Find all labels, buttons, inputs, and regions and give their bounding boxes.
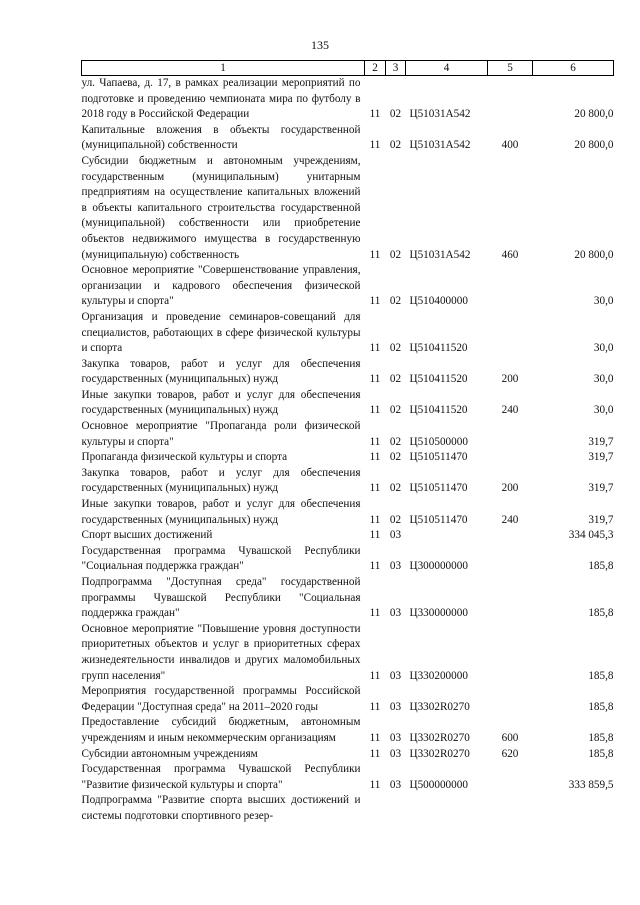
row-subsection: 02 [389, 435, 402, 448]
row-target-article [406, 793, 488, 824]
row-section: 11 [369, 451, 381, 464]
column-header: 5 [488, 61, 533, 76]
row-name: ул. Чапаева, д. 17, в рамках реализации мероприятий по подготовке и проведению чемпионата мира по футболу в 2018 году в Российской Федерации [81, 77, 361, 121]
column-header: 2 [365, 61, 386, 76]
row-name: Подпрограмма "Доступная среда" государственной программы Чувашской Республики "Социальная поддержка граждан" [81, 576, 361, 620]
row-subsection: 02 [389, 139, 402, 152]
table-row [82, 622, 614, 684]
row-amount: 30,0 [593, 373, 614, 386]
row-section: 11 [369, 529, 381, 542]
row-target-article: Ц510411520 [409, 373, 468, 386]
row-amount: 319,7 [588, 451, 614, 464]
row-section: 11 [369, 435, 381, 448]
table-row [82, 123, 614, 154]
row-amount: 30,0 [593, 295, 614, 308]
row-name: Пропаганда физической культуры и спорта [81, 451, 288, 464]
row-subsection: 02 [389, 342, 402, 355]
row-name: Субсидии автономным учреждениям [81, 747, 258, 760]
row-expense-type [488, 263, 533, 310]
row-section: 11 [369, 731, 381, 744]
row-section: 11 [369, 607, 381, 620]
row-expense-type: 620 [501, 747, 519, 760]
row-amount: 185,8 [588, 747, 614, 760]
row-expense-type [488, 528, 533, 544]
table-row [82, 466, 614, 497]
row-section: 11 [369, 404, 381, 417]
row-subsection: 03 [389, 560, 402, 573]
table-row [82, 747, 614, 763]
table-row [82, 450, 614, 466]
table-row [82, 544, 614, 575]
table-row [82, 357, 614, 388]
row-name: Спорт высших достижений [81, 529, 213, 542]
row-section: 11 [369, 747, 381, 760]
row-target-article: Ц3302R0270 [409, 747, 470, 760]
row-expense-type: 240 [501, 513, 519, 526]
row-subsection: 02 [389, 513, 402, 526]
table-row [82, 528, 614, 544]
row-subsection: 02 [389, 373, 402, 386]
row-expense-type: 460 [501, 248, 519, 261]
row-section: 11 [369, 108, 381, 121]
row-name: Подпрограмма "Развитие спорта высших достижений и системы подготовки спортивного резер- [81, 794, 361, 822]
column-header-row [82, 61, 614, 76]
row-target-article: Ц510400000 [409, 295, 468, 308]
row-target-article: Ц330200000 [409, 669, 468, 682]
row-expense-type [488, 575, 533, 622]
table-row [82, 715, 614, 746]
row-subsection: 02 [389, 482, 402, 495]
column-header: 6 [533, 61, 614, 76]
row-section: 11 [369, 482, 381, 495]
table-row [82, 154, 614, 263]
row-name: Основное мероприятие "Пропаганда роли физической культуры и спорта" [81, 420, 361, 448]
row-name: Мероприятия государственной программы Российской Федерации "Доступная среда" на 2011–2020 годы [81, 685, 361, 713]
row-section: 11 [369, 700, 381, 713]
row-name: Иные закупки товаров, работ и услуг для обеспечения государственных (муниципальных) нужд [81, 388, 361, 417]
row-subsection: 03 [389, 607, 402, 620]
column-header: 3 [386, 61, 406, 76]
row-target-article: Ц3302R0270 [409, 700, 470, 713]
row-section [365, 793, 386, 824]
row-name: Государственная программа Чувашской Республики "Социальная поддержка граждан" [81, 544, 361, 573]
table-row [82, 388, 614, 419]
row-expense-type: 240 [501, 404, 519, 417]
row-expense-type [488, 544, 533, 575]
row-amount: 185,8 [588, 700, 614, 713]
table-row [82, 76, 614, 123]
row-amount: 319,7 [588, 482, 614, 495]
row-amount: 20 800,0 [574, 248, 614, 261]
row-subsection: 03 [389, 669, 402, 682]
row-expense-type [488, 419, 533, 450]
row-subsection: 03 [389, 700, 402, 713]
row-section: 11 [369, 139, 381, 152]
row-expense-type [488, 76, 533, 123]
row-section: 11 [369, 513, 381, 526]
row-amount: 185,8 [588, 669, 614, 682]
row-target-article: Ц3302R0270 [409, 731, 470, 744]
row-name: Субсидии бюджетным и автономным учреждениям, государственным (муниципальным) унитарным предприятиям на осуществление капитальных вложений в объекты капитального строительства государственной (муниципальной) собственности или приобретение объектов недвижимого имущества в государственную (муниципальную) собственность [81, 154, 361, 261]
row-name: Иные закупки товаров, работ и услуг для обеспечения государственных (муниципальных) нужд [81, 498, 361, 526]
table-row [82, 497, 614, 528]
row-expense-type: 600 [501, 731, 519, 744]
row-subsection [386, 793, 406, 824]
row-target-article: Ц510411520 [409, 342, 468, 355]
table-row [82, 575, 614, 622]
row-section: 11 [369, 560, 381, 573]
row-target-article: Ц330000000 [409, 607, 468, 620]
row-amount [533, 793, 614, 824]
row-expense-type [488, 793, 533, 824]
row-section: 11 [369, 248, 381, 261]
row-subsection: 03 [389, 731, 402, 744]
row-target-article: Ц500000000 [409, 778, 468, 791]
row-expense-type [488, 310, 533, 357]
row-target-article: Ц510511470 [409, 513, 468, 526]
row-amount: 185,8 [588, 731, 614, 744]
row-name: Государственная программа Чувашской Республики "Развитие физической культуры и спорта" [81, 763, 361, 791]
row-amount: 185,8 [588, 607, 614, 620]
column-header: 4 [406, 61, 488, 76]
table-row [82, 419, 614, 450]
row-amount: 334 045,3 [568, 529, 614, 542]
row-expense-type: 200 [501, 373, 519, 386]
row-amount: 333 859,5 [568, 778, 614, 791]
row-expense-type [488, 762, 533, 793]
table-row [82, 310, 614, 357]
row-name: Капитальные вложения в объекты государственной (муниципальной) собственности [81, 123, 361, 152]
row-subsection: 02 [389, 248, 402, 261]
row-amount: 30,0 [593, 404, 614, 417]
row-name: Основное мероприятие "Повышение уровня доступности приоритетных объектов и услуг в приоритетных сферах жизнедеятельности инвалидов и других маломобильных групп населения" [81, 622, 361, 682]
row-section: 11 [369, 669, 381, 682]
row-amount: 185,8 [588, 560, 614, 573]
row-subsection: 02 [389, 108, 402, 121]
row-target-article: Ц510411520 [409, 404, 468, 417]
row-subsection: 02 [389, 295, 402, 308]
row-target-article: Ц510511470 [409, 482, 468, 495]
row-section: 11 [369, 373, 381, 386]
row-amount: 20 800,0 [574, 108, 614, 121]
row-target-article: Ц51031А542 [409, 108, 471, 121]
row-amount: 319,7 [588, 435, 614, 448]
table-row [82, 793, 614, 824]
row-target-article [406, 528, 488, 544]
row-expense-type [488, 622, 533, 684]
row-subsection: 02 [389, 404, 402, 417]
row-section: 11 [369, 778, 381, 791]
row-name: Организация и проведение семинаров-совещаний для специалистов, работающих в сфере физической культуры и спорта [81, 310, 361, 355]
row-target-article: Ц51031А542 [409, 139, 471, 152]
row-name: Предоставление субсидий бюджетным, автономным учреждениям и иным некоммерческим организациям [81, 716, 361, 744]
row-target-article: Ц510511470 [409, 451, 468, 464]
row-expense-type [488, 450, 533, 466]
table-row [82, 684, 614, 715]
row-name: Закупка товаров, работ и услуг для обеспечения государственных (муниципальных) нужд [81, 466, 361, 495]
row-target-article: Ц51031А542 [409, 248, 471, 261]
table-row [82, 762, 614, 793]
row-target-article: Ц510500000 [409, 435, 468, 448]
table-row [82, 263, 614, 310]
row-amount: 20 800,0 [574, 139, 614, 152]
row-expense-type: 200 [501, 482, 519, 495]
row-subsection: 03 [389, 529, 402, 542]
row-name: Основное мероприятие "Совершенствование управления, организации и кадрового обеспечения физической культуры и спорта" [81, 264, 361, 308]
row-expense-type: 400 [501, 139, 519, 152]
column-header: 1 [82, 61, 365, 76]
page-number: 135 [311, 38, 329, 52]
budget-table [81, 60, 614, 825]
row-amount: 319,7 [588, 513, 614, 526]
row-section: 11 [369, 295, 381, 308]
row-expense-type [488, 684, 533, 715]
row-subsection: 03 [389, 747, 402, 760]
row-section: 11 [369, 342, 381, 355]
row-subsection: 02 [389, 451, 402, 464]
row-target-article: Ц300000000 [409, 560, 468, 573]
row-name: Закупка товаров, работ и услуг для обеспечения государственных (муниципальных) нужд [81, 357, 361, 386]
row-subsection: 03 [389, 778, 402, 791]
row-amount: 30,0 [593, 342, 614, 355]
